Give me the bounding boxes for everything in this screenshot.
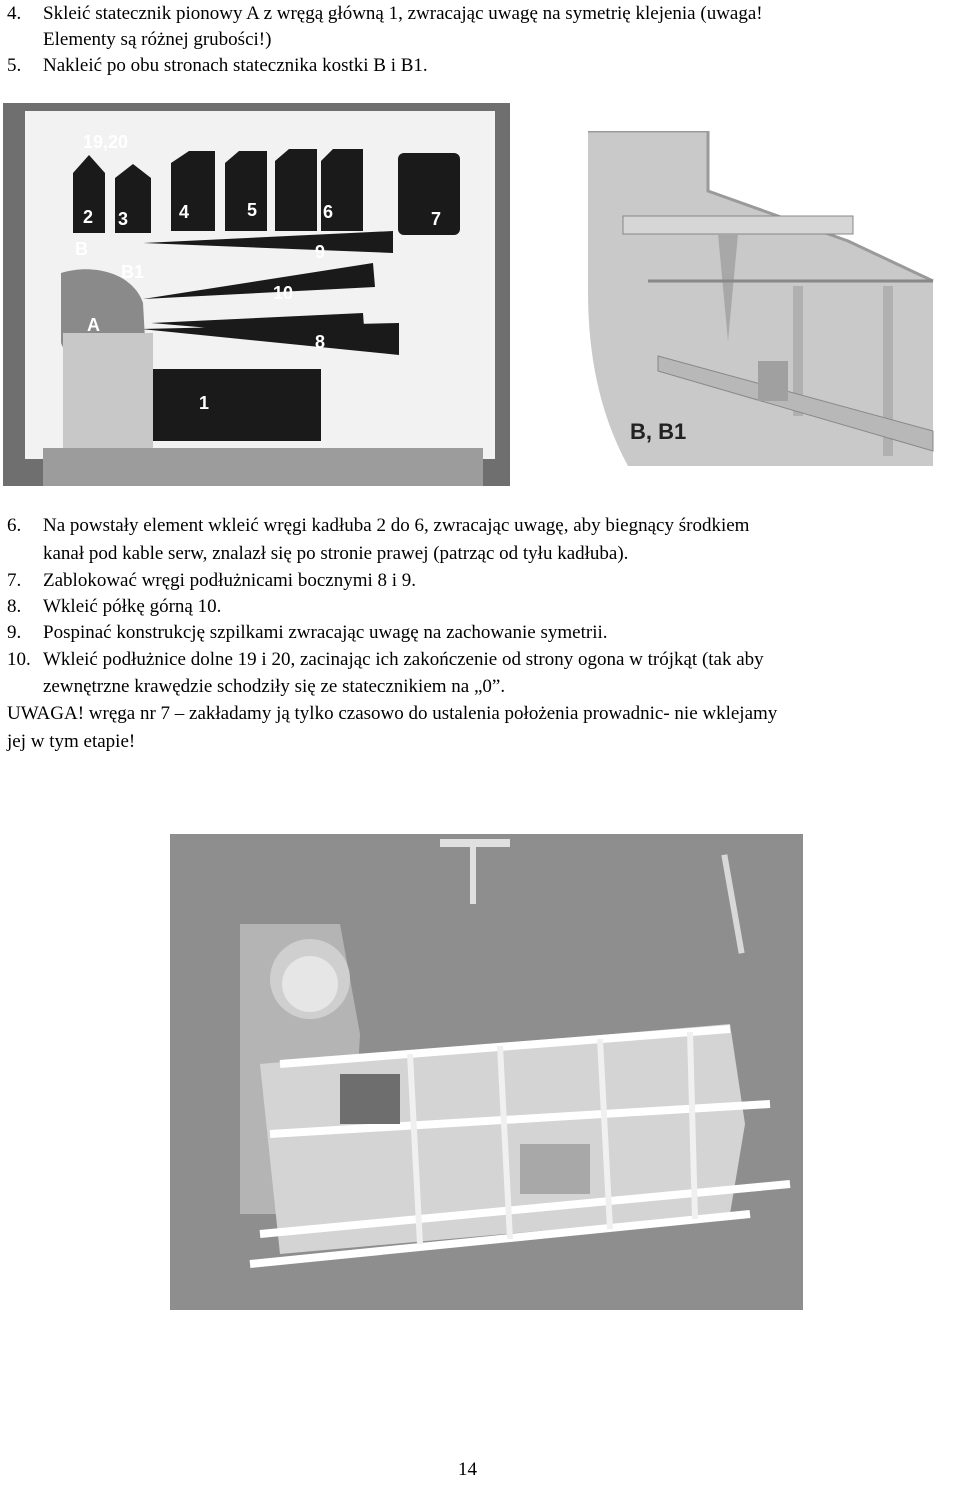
parts-label: 1 <box>199 393 210 413</box>
intro-line-2: Elementy są różnej grubości!) <box>43 29 272 50</box>
parts-label: B <box>75 239 88 259</box>
tail-drawing <box>588 131 937 466</box>
parts-label: 8 <box>315 332 326 352</box>
list-text: Wkleić podłużnice dolne 19 i 20, zacinając ich zakończenie od strony ogona w trójkąt (tak aby <box>43 649 764 670</box>
step-10-cont: zewnętrzne krawędzie schodziły się ze statecznikiem na „0”. <box>43 676 506 697</box>
parts-label: 6 <box>323 202 334 222</box>
parts-label: 19,20 <box>83 132 129 152</box>
parts-label: 9 <box>315 242 326 262</box>
list-text: Zablokować wręgi podłużnicami bocznymi 8 i 9. <box>43 570 417 591</box>
page-number: 14 <box>458 1459 477 1480</box>
parts-sheet-photo <box>3 103 510 486</box>
list-text: Skleić statecznik pionowy A z wręgą główną 1, zwracając uwagę na symetrię klejenia (uwaga! <box>43 3 763 24</box>
list-number: 5. <box>7 55 22 76</box>
warning-line-2: jej w tym etapie! <box>7 731 136 752</box>
list-text: Nakleić po obu stronach statecznika kostki B i B1. <box>43 55 428 76</box>
parts-label: 2 <box>83 207 94 227</box>
list-text: Wkleić półkę górną 10. <box>43 596 222 617</box>
list-text: Na powstały element wkleić wręgi kadłuba 2 do 6, zwracając uwagę, aby biegnący środkiem <box>43 515 750 536</box>
warning-line-1: UWAGA! wręga nr 7 – zakładamy ją tylko czasowo do ustalenia położenia prowadnic- nie wklejamy <box>7 703 778 724</box>
parts-label: 10 <box>273 283 294 303</box>
parts-label: 7 <box>431 209 442 229</box>
list-number: 8. <box>7 596 22 617</box>
step-6-cont: kanał pod kable serw, znalazł się po stronie prawej (patrząc od tyłu kadłuba). <box>43 543 629 564</box>
list-number: 6. <box>7 515 22 536</box>
tail-label: B, B1 <box>630 419 687 444</box>
parts-label: 5 <box>247 200 258 220</box>
list-number: 10. <box>7 649 31 670</box>
tail-diagram <box>588 131 937 466</box>
parts-label: 3 <box>118 209 129 229</box>
list-number: 4. <box>7 3 22 24</box>
list-text: Pospinać konstrukcję szpilkami zwracając uwagę na zachowanie symetrii. <box>43 622 608 643</box>
assembled-fuselage-photo <box>170 834 803 1310</box>
parts-label: 4 <box>179 202 190 222</box>
parts-sheet-drawing <box>3 103 510 486</box>
parts-label: A <box>87 315 100 335</box>
fuselage-drawing <box>170 834 803 1310</box>
list-number: 9. <box>7 622 22 643</box>
list-number: 7. <box>7 570 22 591</box>
parts-label: B1 <box>121 262 145 282</box>
